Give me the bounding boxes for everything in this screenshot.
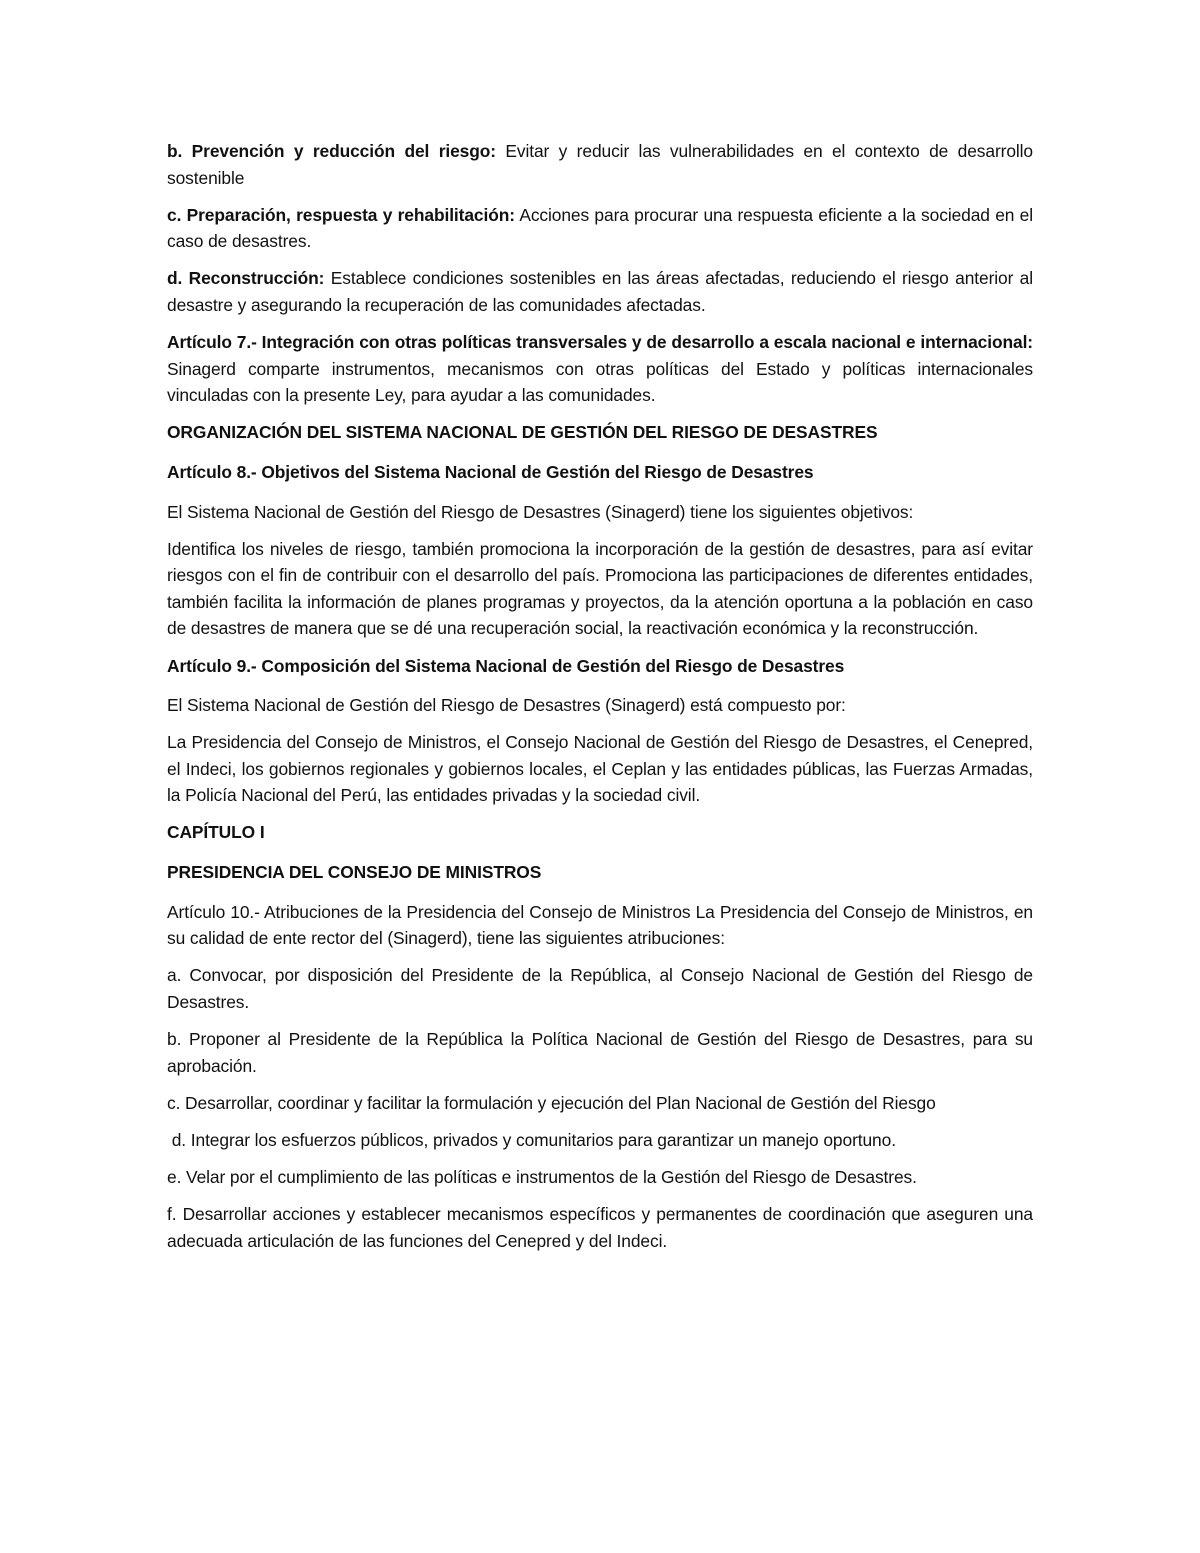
paragraph-text: Evitar y reducir las vulnerabilidades en el contexto de desarrollo sostenible: [167, 141, 1033, 188]
section-heading-organizacion: ORGANIZACIÓN DEL SISTEMA NACIONAL DE GESTIÓN DEL RIESGO DE DESASTRES: [167, 422, 878, 443]
paragraph-text: Establece condiciones sostenibles en las áreas afectadas, reduciendo el riesgo anterior al desastre y asegurando la recuperación de las comunidades afectadas.: [167, 268, 1033, 315]
chapter-title: PRESIDENCIA DEL CONSEJO DE MINISTROS: [167, 862, 542, 883]
document-page: [167, 138, 1033, 1265]
paragraph-lead: Artículo 7.- Integración con otras políticas transversales y de desarrollo a escala nacional e internacional:: [167, 332, 1033, 353]
list-item: c. Desarrollar, coordinar y facilitar la formulación y ejecución del Plan Nacional de Gestión del Riesgo: [167, 1092, 936, 1113]
paragraph-lead: c. Preparación, respuesta y rehabilitación:: [167, 204, 515, 225]
list-item: f. Desarrollar acciones y establecer mecanismos específicos y permanentes de coordinación que aseguren una adecuada articulación de las funciones del Cenepred y del Indeci.: [167, 1204, 1033, 1251]
article-8-body: Identifica los niveles de riesgo, también promociona la incorporación de la gestión de desastres, para así evitar riesgos con el fin de contribuir con el desarrollo del país. Promociona las participaciones de diferentes entidades, también facilita la información de planes programas y proyectos, da la atención oportuna a la población en caso de desastres de manera que se dé una recuperación social, la reactivación económica y la reconstrucción.: [167, 538, 1033, 639]
list-item: e. Velar por el cumplimiento de las políticas e instrumentos de la Gestión del Riesgo de Desastres.: [167, 1166, 917, 1187]
article-9-intro: El Sistema Nacional de Gestión del Riesgo de Desastres (Sinagerd) está compuesto por:: [167, 695, 846, 716]
list-item: a. Convocar, por disposición del Presidente de la República, al Consejo Nacional de Gestión del Riesgo de Desastres.: [167, 965, 1033, 1012]
list-item: d. Integrar los esfuerzos públicos, privados y comunitarios para garantizar un manejo oportuno.: [167, 1129, 896, 1150]
paragraph-lead: b. Prevención y reducción del riesgo:: [167, 141, 496, 161]
chapter-number: CAPÍTULO I: [167, 822, 265, 843]
list-item: b. Proponer al Presidente de la República la Política Nacional de Gestión del Riesgo de Desastres, para su aprobación.: [167, 1029, 1033, 1076]
article-9-title: Artículo 9.- Composición del Sistema Nacional de Gestión del Riesgo de Desastres: [167, 655, 845, 676]
paragraph-text: Sinagerd comparte instrumentos, mecanismos con otras políticas del Estado y políticas internacionales vinculadas con la presente Ley, para ayudar a las comunidades.: [167, 358, 1033, 406]
paragraph-text: Acciones para procurar una respuesta eficiente a la sociedad en el caso de desastres.: [167, 204, 1034, 252]
paragraph-prevencion: [167, 138, 1033, 191]
article-8-intro: El Sistema Nacional de Gestión del Riesgo de Desastres (Sinagerd) tiene los siguientes objetivos:: [167, 501, 914, 522]
paragraph-lead: d. Reconstrucción:: [167, 268, 325, 289]
paragraph-articulo-7: [167, 329, 1033, 409]
article-10-text: Artículo 10.- Atribuciones de la Presidencia del Consejo de Ministros La Presidencia del Consejo de Ministros, en su calidad de ente rector del (Sinagerd), tiene las siguientes atribuciones:: [167, 901, 1033, 949]
article-9-body: La Presidencia del Consejo de Ministros, el Consejo Nacional de Gestión del Riesgo de Desastres, el Cenepred, el Indeci, los gobiernos regionales y gobiernos locales, el Ceplan y las entidades públicas, las Fuerzas Armadas, la Policía Nacional del Perú, las entidades privadas y la sociedad civil.: [167, 732, 1033, 806]
paragraph-preparacion: [167, 202, 1033, 255]
article-8-title: Artículo 8.- Objetivos del Sistema Nacional de Gestión del Riesgo de Desastres: [167, 461, 814, 482]
paragraph-reconstruccion: [167, 265, 1033, 318]
